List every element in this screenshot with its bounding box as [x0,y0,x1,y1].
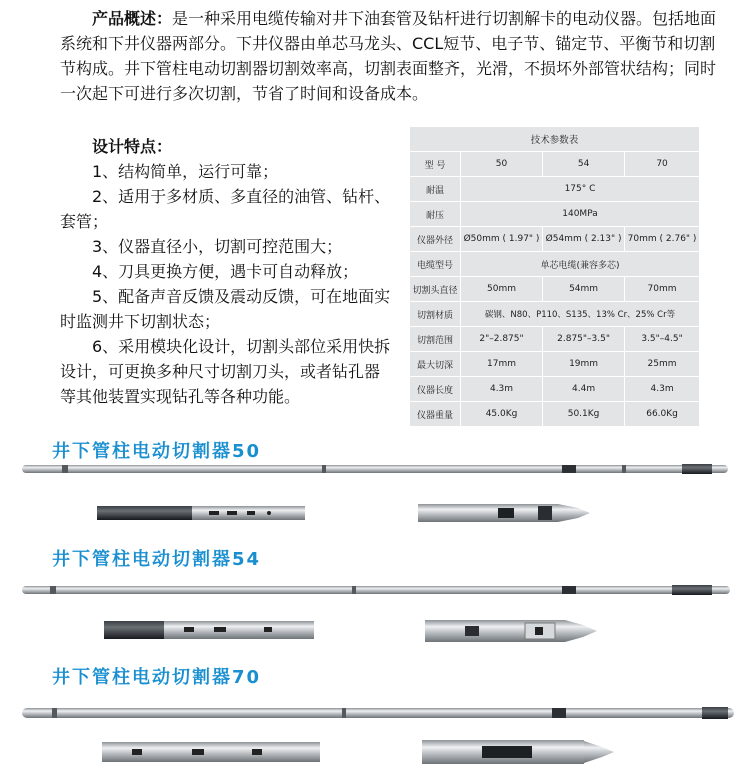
spec-row [410,327,700,352]
spec-cell: 17mm [461,352,543,377]
spec-label: 仪器重量 [410,402,461,427]
spec-cell: 50mm [461,277,543,302]
feature-item: 3、仪器直径小，切割可控范围大； [92,237,343,256]
feature-item: 4、刀具更换方便，遇卡可自动释放； [92,262,359,281]
spec-cell: 2"–2.875" [461,327,543,352]
spec-cell: 4.3m [625,377,700,402]
spec-cell: 单芯电缆(兼容多芯) [461,252,700,277]
spec-cell: 50 [461,152,543,177]
model-50-title: 井下管柱电动切割器50 [52,441,262,462]
spec-label: 耐温 [410,177,461,202]
spec-cell: 45.0Kg [461,402,543,427]
tool-54-body-detail [104,619,314,641]
spec-row [410,302,700,327]
spec-cell: 54 [543,152,625,177]
tool-54-full-image [22,583,730,597]
spec-row [410,177,700,202]
spec-label: 切割材质 [410,302,461,327]
product-overview [60,6,720,106]
spec-row [410,377,700,402]
tool-54-cutter-head [425,617,597,645]
tool-70-body-detail [102,740,320,764]
spec-label: 切割范围 [410,327,461,352]
spec-cell: 4.4m [543,377,625,402]
spec-cell: 70 [625,152,700,177]
tool-50-full-image [22,462,728,476]
tool-70-full-image [22,705,734,721]
spec-cell: 66.0Kg [625,402,700,427]
spec-cell: 54mm [543,277,625,302]
spec-cell: 19mm [543,352,625,377]
spec-cell: 2.875"–3.5" [543,327,625,352]
spec-row [410,202,700,227]
tool-70-cutter-head [422,737,614,767]
spec-label: 仪器外径 [410,227,461,252]
model-54-title: 井下管柱电动切割器54 [52,549,262,570]
features-heading: 设计特点： [92,137,173,156]
spec-label: 切割头直径 [410,277,461,302]
spec-table [409,126,700,427]
tool-50-cutter-head [418,500,590,526]
spec-label: 耐压 [410,202,461,227]
spec-cell: Ø54mm ( 2.13" ) [543,227,625,252]
spec-cell: 碳钢、N80、P110、S135、13% Cr、25% Cr等 [461,302,700,327]
feature-item: 1、结构简单，运行可靠； [92,162,279,181]
overview-body: 是一种采用电缆传输对井下油套管及钻杆进行切割解卡的电动仪器。包括地面系统和下井仪器两部分。下井仪器由单芯马龙头、CCL短节、电子节、锚定节、平衡节和切割节构成。井下管柱电动切割器切割效率高，切割表面整齐，光滑，不损坏外部管状结构；同时一次起下可进行多次切割，节省了时间和设备成本。 [60,9,717,103]
spec-cell: 25mm [625,352,700,377]
spec-cell: Ø50mm ( 1.97" ) [461,227,543,252]
spec-row [410,277,700,302]
spec-label: 最大切深 [410,352,461,377]
feature-item: 5、配备声音反馈及震动反馈，可在地面实时监测井下切割状态； [60,287,391,331]
feature-item: 6、采用模块化设计，切割头部位采用快拆设计，可更换多种尺寸切割刀头，或者钻孔器等其他装置实现钻孔等各种功能。 [60,337,391,406]
model-70-title: 井下管柱电动切割器70 [52,667,262,688]
spec-table-title: 技术参数表 [410,127,700,152]
spec-label: 电缆型号 [410,252,461,277]
spec-row [410,352,700,377]
spec-row [410,252,700,277]
spec-cell: 50.1Kg [543,402,625,427]
overview-heading: 产品概述： [92,9,173,28]
spec-cell: 4.3m [461,377,543,402]
spec-cell: 175° C [461,177,700,202]
design-features [60,134,395,409]
spec-cell: 70mm ( 2.76" ) [625,227,700,252]
feature-item: 2、适用于多材质、多直径的油管、钻杆、套管； [60,187,391,231]
spec-cell: 140MPa [461,202,700,227]
tool-50-body-detail [97,504,305,522]
spec-cell: 3.5"–4.5" [625,327,700,352]
spec-row [410,227,700,252]
spec-cell: 70mm [625,277,700,302]
spec-row [410,152,700,177]
spec-row [410,402,700,427]
spec-label: 型 号 [410,152,461,177]
spec-label: 仪器长度 [410,377,461,402]
